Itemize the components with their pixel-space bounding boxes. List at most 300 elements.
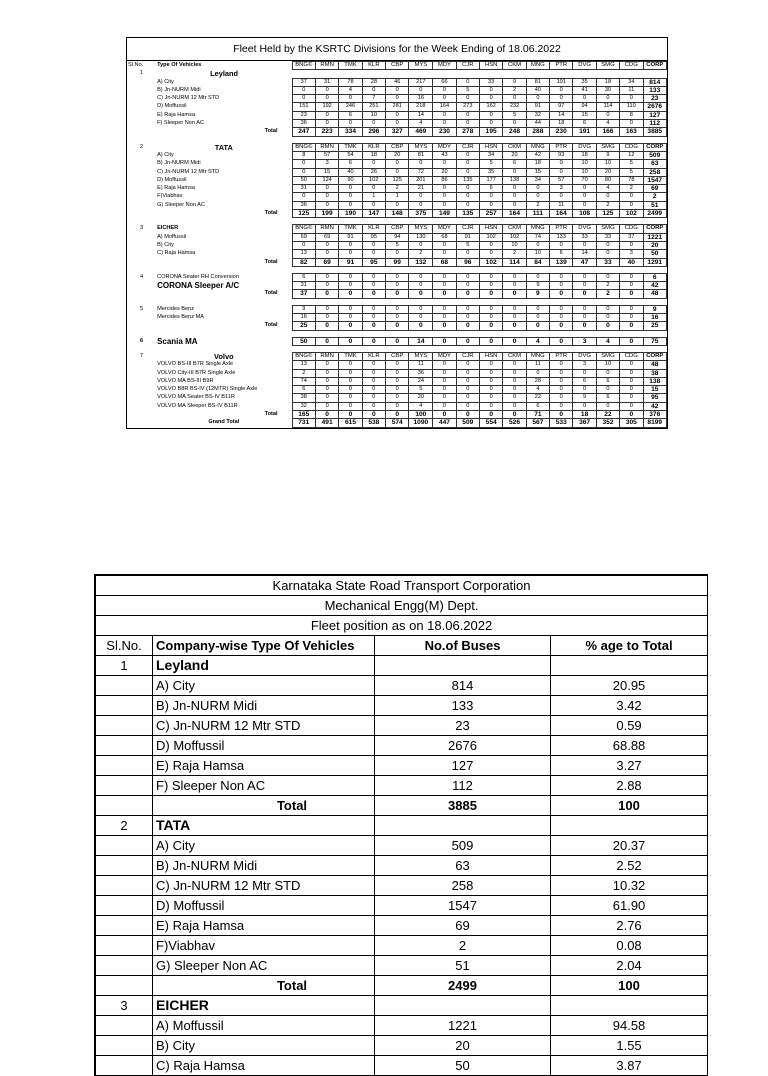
- value-cell: 0: [409, 241, 433, 249]
- value-cell: 305: [620, 419, 643, 427]
- bus-count-total: 3885: [375, 796, 551, 816]
- blank-cell: [292, 330, 315, 337]
- bus-count: 1221: [375, 1016, 551, 1036]
- value-cell: 90: [339, 176, 362, 184]
- value-cell: 0: [339, 402, 362, 410]
- value-cell: 0: [503, 185, 526, 193]
- value-cell: 2: [643, 193, 667, 201]
- bus-count: 23: [375, 716, 551, 736]
- value-cell: 0: [433, 111, 456, 119]
- value-cell: 130: [409, 233, 433, 241]
- value-cell: 80: [596, 176, 619, 184]
- blank-cell: [362, 136, 385, 143]
- blank-cell: [127, 258, 156, 266]
- vehicle-type: B) Jn-NURM Midi: [157, 160, 201, 167]
- value-cell: 814: [643, 78, 667, 86]
- blank-cell: [362, 330, 385, 337]
- vehicle-type: C) Raja Hamsa: [153, 1056, 375, 1076]
- value-cell: 0: [315, 290, 338, 298]
- value-cell: 32: [526, 111, 549, 119]
- value-cell: 5: [620, 168, 643, 176]
- value-cell: 0: [433, 185, 456, 193]
- bus-count: 509: [375, 836, 551, 856]
- blank-cell: [96, 976, 153, 996]
- value-cell: 0: [386, 377, 409, 385]
- value-cell: 102: [479, 233, 502, 241]
- value-cell: 0: [315, 361, 338, 369]
- vehicle-type: CORONA Sleeper A/C: [157, 281, 240, 290]
- value-cell: 0: [620, 369, 643, 377]
- value-cell: 100: [409, 410, 433, 418]
- division-header: CDG: [620, 62, 643, 70]
- value-cell: 164: [503, 210, 526, 218]
- value-cell: 367: [573, 419, 596, 427]
- value-cell: 248: [503, 128, 526, 136]
- fleet-position-date: Fleet position as on 18.06.2022: [96, 616, 708, 636]
- bus-count-total: 2499: [375, 976, 551, 996]
- blank-cell: [315, 218, 338, 225]
- value-cell: 0: [550, 314, 573, 322]
- blank-cell: [503, 345, 526, 352]
- value-cell: 0: [315, 386, 338, 394]
- value-cell: 0: [362, 410, 385, 418]
- value-cell: 0: [386, 86, 409, 94]
- value-cell: 125: [386, 176, 409, 184]
- blank-cell: [386, 266, 409, 273]
- vehicle-row: [127, 201, 667, 209]
- value-cell: 0: [573, 305, 596, 313]
- vehicle-row: [127, 168, 667, 176]
- value-cell: 108: [573, 210, 596, 218]
- value-cell: 0: [315, 250, 338, 258]
- value-cell: 37: [292, 78, 315, 86]
- division-header: TMK: [339, 143, 362, 151]
- vehicle-row: [96, 876, 708, 896]
- blank-cell: [127, 233, 156, 241]
- value-cell: 0: [620, 410, 643, 418]
- bus-count: 814: [375, 676, 551, 696]
- value-cell: 0: [433, 314, 456, 322]
- value-cell: 50: [292, 176, 315, 184]
- value-cell: 74: [292, 377, 315, 385]
- value-cell: 0: [315, 111, 338, 119]
- blank-cell: [339, 298, 362, 305]
- blank-cell: [456, 136, 479, 143]
- value-cell: 0: [456, 386, 479, 394]
- value-cell: 0: [620, 241, 643, 249]
- value-cell: 0: [573, 185, 596, 193]
- blank-cell: [339, 218, 362, 225]
- spacer-row: [127, 345, 667, 352]
- value-cell: 163: [620, 128, 643, 136]
- vehicle-type: C) Jn-NURM 12 Mtr STD: [157, 168, 220, 175]
- value-cell: 9: [643, 305, 667, 313]
- vehicle-row: [96, 1056, 708, 1076]
- blank-cell: [292, 70, 315, 78]
- value-cell: 0: [386, 402, 409, 410]
- value-cell: 0: [526, 314, 549, 322]
- value-cell: 43: [433, 151, 456, 159]
- value-cell: 0: [386, 369, 409, 377]
- blank-cell: [96, 676, 153, 696]
- value-cell: 40: [526, 86, 549, 94]
- value-cell: 0: [479, 111, 502, 119]
- sl-no: 3: [139, 225, 144, 232]
- value-cell: 0: [315, 322, 338, 330]
- value-cell: 230: [550, 128, 573, 136]
- percent-share: 1.55: [551, 1036, 708, 1056]
- value-cell: 177: [479, 176, 502, 184]
- sl-no: 7: [139, 352, 144, 359]
- value-cell: 9: [292, 305, 315, 313]
- blank-cell: [573, 298, 596, 305]
- value-cell: 2: [596, 290, 619, 298]
- value-cell: 101: [550, 78, 573, 86]
- value-cell: 509: [643, 151, 667, 159]
- value-cell: 0: [362, 377, 385, 385]
- vehicle-type: VOLVO City-III B7R Single Axle: [157, 369, 236, 376]
- value-cell: 0: [573, 290, 596, 298]
- brand-row: [127, 225, 667, 233]
- value-cell: 74: [526, 233, 549, 241]
- value-cell: 0: [362, 361, 385, 369]
- value-cell: 0: [315, 394, 338, 402]
- value-cell: 66: [433, 78, 456, 86]
- value-cell: 2: [596, 282, 619, 290]
- value-cell: 0: [596, 111, 619, 119]
- value-cell: 40: [620, 258, 643, 266]
- division-header: BNG©: [292, 143, 315, 151]
- percent-share: 3.42: [551, 696, 708, 716]
- value-cell: 99: [386, 258, 409, 266]
- value-cell: 0: [433, 290, 456, 298]
- value-cell: 42: [643, 282, 667, 290]
- blank-cell: [315, 136, 338, 143]
- value-cell: 9: [596, 151, 619, 159]
- blank-cell: [127, 128, 156, 136]
- value-cell: 0: [550, 168, 573, 176]
- value-cell: 0: [620, 394, 643, 402]
- division-header: DVG: [573, 225, 596, 233]
- blank-cell: [386, 330, 409, 337]
- division-header: RMN: [315, 225, 338, 233]
- value-cell: 37: [292, 290, 315, 298]
- col-sl: Sl.No.: [128, 62, 144, 68]
- value-cell: 18: [526, 160, 549, 168]
- vehicle-row: [127, 185, 667, 193]
- brand-row: [127, 70, 667, 78]
- value-cell: 217: [409, 78, 433, 86]
- blank-cell: [573, 136, 596, 143]
- value-cell: 1090: [409, 419, 433, 427]
- value-cell: 102: [620, 210, 643, 218]
- value-cell: 0: [503, 386, 526, 394]
- blank-cell: [127, 185, 156, 193]
- blank-cell: [409, 70, 433, 78]
- bus-count: 133: [375, 696, 551, 716]
- division-header: DVG: [573, 143, 596, 151]
- blank-cell: [375, 996, 551, 1016]
- value-cell: 0: [479, 250, 502, 258]
- blank-cell: [127, 314, 156, 322]
- value-cell: 112: [643, 120, 667, 128]
- value-cell: 0: [315, 369, 338, 377]
- value-cell: 151: [292, 103, 315, 111]
- blank-cell: [127, 345, 156, 352]
- value-cell: 0: [362, 322, 385, 330]
- blank-cell: [127, 193, 156, 201]
- percent-share: 10.32: [551, 876, 708, 896]
- division-header: SMG: [596, 62, 619, 70]
- fleet-position-table: [95, 575, 708, 1076]
- value-cell: 0: [596, 273, 619, 281]
- vehicle-row: [127, 160, 667, 168]
- sl-no: 4: [139, 273, 144, 280]
- division-header: CJR: [456, 352, 479, 360]
- value-cell: 14: [573, 250, 596, 258]
- value-cell: 22: [596, 410, 619, 418]
- value-cell: 0: [526, 193, 549, 201]
- blank-cell: [409, 218, 433, 225]
- blank-cell: [550, 136, 573, 143]
- total-row: [127, 322, 667, 330]
- grand-total-label: Grand Total: [208, 419, 240, 426]
- value-cell: 0: [620, 120, 643, 128]
- vehicle-row: [96, 756, 708, 776]
- value-cell: 54: [339, 151, 362, 159]
- value-cell: 18: [550, 120, 573, 128]
- division-header: CDG: [620, 143, 643, 151]
- value-cell: 20: [596, 168, 619, 176]
- value-cell: 4: [596, 185, 619, 193]
- value-cell: 0: [433, 361, 456, 369]
- value-cell: 0: [479, 241, 502, 249]
- blank-cell: [573, 70, 596, 78]
- division-header: CBP: [386, 143, 409, 151]
- value-cell: 0: [550, 273, 573, 281]
- value-cell: 0: [550, 402, 573, 410]
- value-cell: 0: [362, 120, 385, 128]
- sl-no: 2: [96, 816, 153, 836]
- value-cell: 0: [456, 273, 479, 281]
- blank-cell: [596, 330, 619, 337]
- blank-cell: [315, 298, 338, 305]
- value-cell: 0: [292, 241, 315, 249]
- vehicle-type: D) Moffussil: [157, 176, 187, 183]
- value-cell: 0: [433, 282, 456, 290]
- value-cell: 0: [596, 369, 619, 377]
- value-cell: 526: [503, 419, 526, 427]
- blank-cell: [96, 836, 153, 856]
- vehicle-type: A) City: [153, 676, 375, 696]
- value-cell: 11: [409, 361, 433, 369]
- value-cell: 0: [550, 290, 573, 298]
- value-cell: 20: [503, 151, 526, 159]
- blank-cell: [127, 151, 156, 159]
- value-cell: 0: [596, 193, 619, 201]
- spacer-row: [127, 136, 667, 143]
- value-cell: 0: [315, 86, 338, 94]
- value-cell: 0: [362, 394, 385, 402]
- value-cell: 0: [479, 337, 502, 345]
- value-cell: 3: [573, 337, 596, 345]
- value-cell: 57: [550, 176, 573, 184]
- value-cell: 0: [362, 369, 385, 377]
- value-cell: 23: [643, 95, 667, 103]
- value-cell: 0: [315, 273, 338, 281]
- value-cell: 31: [292, 185, 315, 193]
- value-cell: 11: [620, 86, 643, 94]
- value-cell: 0: [596, 241, 619, 249]
- brand-name: TATA: [153, 816, 375, 836]
- value-cell: 9: [503, 78, 526, 86]
- value-cell: 26: [362, 168, 385, 176]
- value-cell: 0: [456, 337, 479, 345]
- blank-cell: [526, 136, 549, 143]
- value-cell: 135: [456, 210, 479, 218]
- col-type: Type Of Vehicles: [157, 62, 202, 68]
- value-cell: 33: [596, 258, 619, 266]
- vehicle-row: [127, 394, 667, 402]
- value-cell: 0: [315, 201, 338, 209]
- division-header: HSN: [479, 62, 502, 70]
- vehicle-type: A) City: [157, 78, 174, 85]
- value-cell: 0: [503, 282, 526, 290]
- value-cell: 6: [550, 250, 573, 258]
- vehicle-type: D) Moffussil: [153, 896, 375, 916]
- brand-name: Volvo: [214, 352, 234, 361]
- value-cell: 5: [409, 386, 433, 394]
- value-cell: 0: [550, 305, 573, 313]
- percent-total: 100: [551, 976, 708, 996]
- division-header: MDY: [433, 143, 456, 151]
- value-cell: 166: [596, 128, 619, 136]
- blank-cell: [156, 330, 292, 337]
- vehicle-type: B) City: [153, 1036, 375, 1056]
- value-cell: 0: [315, 337, 338, 345]
- sl-no: 2: [139, 143, 144, 150]
- division-header: MYS: [409, 352, 433, 360]
- value-cell: 0: [550, 369, 573, 377]
- value-cell: 0: [479, 369, 502, 377]
- blank-cell: [433, 345, 456, 352]
- percent-share: 2.52: [551, 856, 708, 876]
- value-cell: 0: [315, 410, 338, 418]
- value-cell: 147: [362, 210, 385, 218]
- division-header: RMN: [315, 62, 338, 70]
- value-cell: 0: [362, 290, 385, 298]
- value-cell: 102: [503, 233, 526, 241]
- value-cell: 18: [573, 410, 596, 418]
- value-cell: 0: [550, 86, 573, 94]
- value-cell: 148: [386, 210, 409, 218]
- blank-cell: [156, 298, 292, 305]
- total-label: Total: [264, 258, 278, 265]
- value-cell: 0: [620, 361, 643, 369]
- value-cell: 0: [386, 314, 409, 322]
- percent-share: 61.90: [551, 896, 708, 916]
- value-cell: 33: [479, 78, 502, 86]
- blank-cell: [503, 298, 526, 305]
- value-cell: 0: [479, 361, 502, 369]
- value-cell: 257: [479, 210, 502, 218]
- value-cell: 0: [386, 273, 409, 281]
- value-cell: 0: [339, 337, 362, 345]
- value-cell: 0: [433, 193, 456, 201]
- value-cell: 0: [456, 410, 479, 418]
- bus-count: 51: [375, 956, 551, 976]
- value-cell: 0: [409, 314, 433, 322]
- vehicle-type: C) Jn-NURM 12 Mtr STD: [153, 716, 375, 736]
- value-cell: 0: [479, 282, 502, 290]
- value-cell: 0: [620, 377, 643, 385]
- value-cell: 554: [479, 419, 502, 427]
- value-cell: 0: [362, 337, 385, 345]
- value-cell: 0: [339, 314, 362, 322]
- value-cell: 110: [620, 103, 643, 111]
- blank-cell: [573, 218, 596, 225]
- blank-cell: [550, 218, 573, 225]
- value-cell: 0: [386, 337, 409, 345]
- value-cell: 0: [386, 410, 409, 418]
- value-cell: 0: [339, 250, 362, 258]
- blank-cell: [503, 266, 526, 273]
- value-cell: 3: [620, 250, 643, 258]
- value-cell: 0: [386, 282, 409, 290]
- value-cell: 0: [620, 322, 643, 330]
- value-cell: 0: [456, 369, 479, 377]
- percent-share: 68.88: [551, 736, 708, 756]
- vehicle-type: B) Jn-NURM Midi: [153, 856, 375, 876]
- blank-cell: [127, 168, 156, 176]
- division-header: HSN: [479, 225, 502, 233]
- blank-cell: [127, 103, 156, 111]
- blank-cell: [96, 916, 153, 936]
- value-cell: 0: [620, 95, 643, 103]
- vehicle-row: [96, 676, 708, 696]
- value-cell: 6: [339, 160, 362, 168]
- value-cell: 0: [386, 120, 409, 128]
- value-cell: 0: [433, 120, 456, 128]
- value-cell: 0: [433, 369, 456, 377]
- value-cell: 10: [573, 160, 596, 168]
- vehicle-type: Mercides Benz MA: [157, 314, 205, 321]
- value-cell: 0: [479, 86, 502, 94]
- value-cell: 0: [479, 394, 502, 402]
- division-header: CJR: [456, 143, 479, 151]
- value-cell: 91: [339, 233, 362, 241]
- value-cell: 0: [456, 120, 479, 128]
- value-cell: 247: [292, 128, 315, 136]
- total-row: [96, 796, 708, 816]
- blank-cell: [643, 70, 667, 78]
- value-cell: 0: [596, 402, 619, 410]
- value-cell: 0: [315, 241, 338, 249]
- vehicle-type: VOLVO MA Seater BS-IV B11R: [157, 394, 235, 401]
- value-cell: 125: [292, 210, 315, 218]
- blank-cell: [479, 218, 502, 225]
- value-cell: 35: [573, 78, 596, 86]
- vehicle-row: [96, 776, 708, 796]
- value-cell: 0: [479, 402, 502, 410]
- blank-cell: [127, 322, 156, 330]
- value-cell: 0: [620, 273, 643, 281]
- value-cell: 32: [292, 402, 315, 410]
- division-header: PTR: [550, 352, 573, 360]
- value-cell: 447: [433, 419, 456, 427]
- blank-cell: [386, 218, 409, 225]
- blank-cell: [479, 70, 502, 78]
